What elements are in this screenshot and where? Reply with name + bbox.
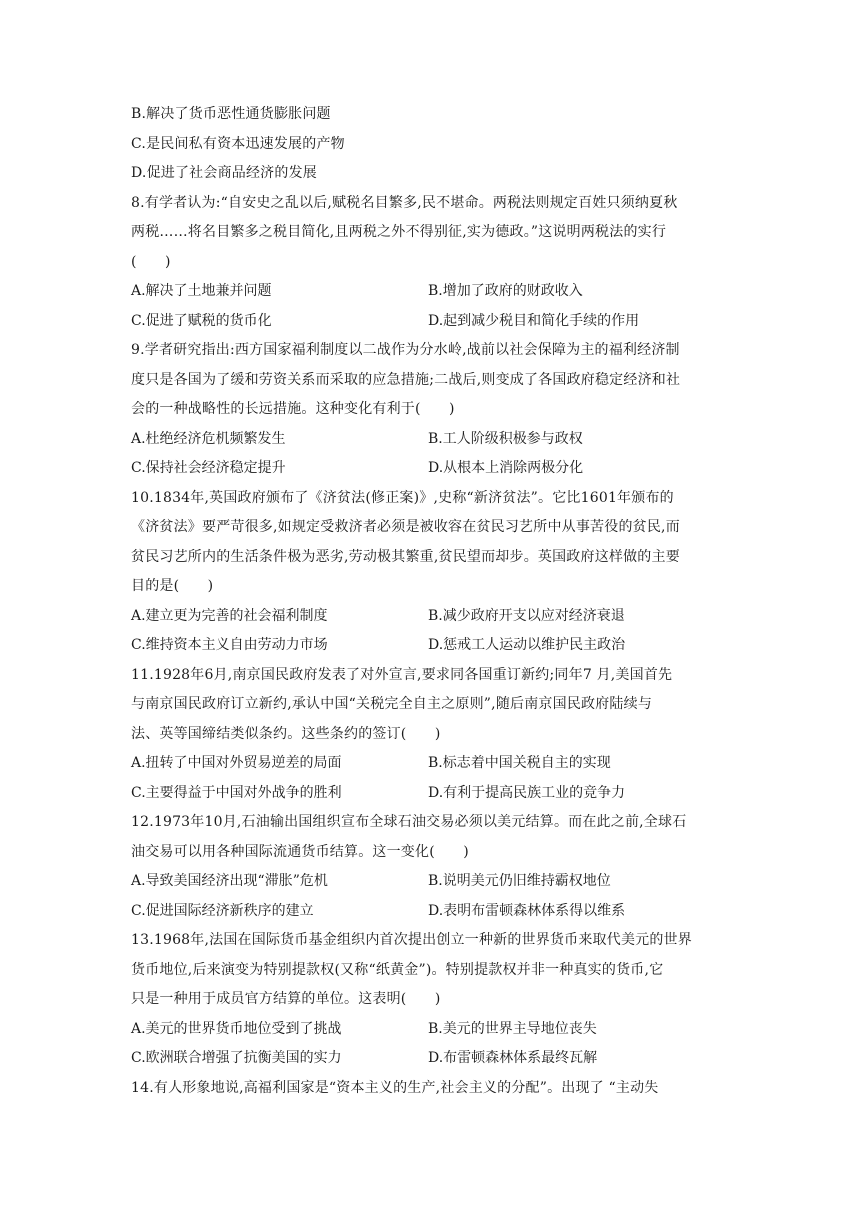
option-b: B.工人阶级积极参与政权 [428, 430, 583, 447]
option-c: C.促进了赋税的货币化 [131, 312, 272, 329]
option-line: C.是民间私有资本迅速发展的产物 [131, 135, 345, 152]
option-b: B.美元的世界主导地位丧失 [428, 1020, 597, 1037]
option-line: D.促进了社会商品经济的发展 [131, 165, 317, 181]
question-list [131, 100, 731, 1103]
question-stem: 只是一种用于成员官方结算的单位。这表明( ) [131, 991, 441, 1007]
option-row [131, 602, 731, 632]
option-row [131, 631, 731, 661]
option-row [131, 1044, 731, 1074]
option-row [131, 749, 731, 779]
option-a: A.导致美国经济出现“滞胀”危机 [131, 873, 328, 889]
question-stem: 贫民习艺所内的生活条件极为恶劣,劳动极其繁重,贫民望而却步。英国政府这样做的主要 [131, 548, 680, 565]
question-stem: 11.1928年6月,南京国民政府发表了对外宣言,要求同各国重订新约;同年7 月,美国首先 [131, 666, 673, 683]
question-stem: 度只是各国为了缓和劳资关系而采取的应急措施;二战后,则变成了各国政府稳定经济和社 [131, 371, 681, 388]
option-line: B.解决了货币恶性通货膨胀问题 [131, 106, 331, 122]
option-c: C.主要得益于中国对外战争的胜利 [131, 784, 342, 801]
option-d: D.起到减少税目和简化手续的作用 [428, 312, 640, 329]
option-d: D.从根本上消除两极分化 [428, 460, 584, 476]
option-d: D.表明布雷顿森林体系得以维系 [428, 902, 626, 919]
question-stem: 13.1968年,法国在国际货币基金组织内首次提出创立一种新的世界货币来取代美元的世界 [131, 932, 692, 948]
option-b: B.减少政府开支以应对经济衰退 [428, 607, 625, 624]
question-stem: 两税……将名目繁多之税目简化,且两税之外不得别征,实为德政。”这说明两税法的实行 [131, 224, 667, 240]
option-row [131, 867, 731, 897]
option-row [131, 425, 731, 455]
option-row [131, 897, 731, 927]
option-a: A.美元的世界货币地位受到了挑战 [131, 1020, 342, 1037]
question-stem: 法、英等国缔结类似条约。这些条约的签订( ) [131, 725, 441, 742]
option-c: C.促进国际经济新秩序的建立 [131, 902, 314, 919]
option-c: C.维持资本主义自由劳动力市场 [131, 637, 328, 653]
option-b: B.说明美元仍旧维持霸权地位 [428, 873, 611, 889]
question-stem: 《济贫法》要严苛很多,如规定受救济者必须是被收容在贫民习艺所中从事苦役的贫民,而 [131, 519, 680, 535]
option-a: A.解决了土地兼并问题 [131, 283, 272, 299]
option-d: D.有利于提高民族工业的竞争力 [428, 784, 626, 801]
question-stem: 14.有人形象地说,高福利国家是“资本主义的生产,社会主义的分配”。出现了 “主动失 [131, 1079, 659, 1096]
question-stem: 9.学者研究指出:西方国家福利制度以二战作为分水岭,战前以社会保障为主的福利经济制 [131, 342, 680, 358]
option-row [131, 277, 731, 307]
option-row [131, 307, 731, 337]
option-a: A.建立更为完善的社会福利制度 [131, 607, 328, 624]
option-d: D.布雷顿森林体系最终瓦解 [428, 1050, 598, 1066]
option-c: C.保持社会经济稳定提升 [131, 460, 286, 476]
question-stem: 会的一种战略性的长远措施。这种变化有利于( ) [131, 401, 455, 417]
option-b: B.标志着中国关税自主的实现 [428, 755, 611, 771]
question-stem: ( ) [131, 253, 171, 270]
option-row [131, 1015, 731, 1045]
option-a: A.扭转了中国对外贸易逆差的局面 [131, 755, 342, 771]
option-a: A.杜绝经济危机频繁发生 [131, 430, 286, 447]
option-c: C.欧洲联合增强了抗衡美国的实力 [131, 1050, 342, 1066]
question-stem: 8.有学者认为:“自安史之乱以后,赋税名目繁多,民不堪命。两税法则规定百姓只须纳夏秋 [131, 194, 678, 211]
question-stem: 目的是( ) [131, 578, 214, 594]
question-stem: 货币地位,后来演变为特别提款权(又称“纸黄金”)。特别提款权并非一种真实的货币,它 [131, 961, 664, 978]
question-stem: 10.1834年,英国政府颁布了《济贫法(修正案)》,史称“新济贫法”。它比1601年颁布的 [131, 489, 674, 506]
question-stem: 12.1973年10月,石油输出国组织宣布全球石油交易必须以美元结算。而在此之前,全球石 [131, 814, 687, 830]
option-d: D.惩戒工人运动以维护民主政治 [428, 637, 626, 653]
question-stem: 与南京国民政府订立新约,承认中国“关税完全自主之原则”,随后南京国民政府陆续与 [131, 696, 653, 712]
question-stem: 油交易可以用各种国际流通货币结算。这一变化( ) [131, 843, 469, 860]
option-row [131, 779, 731, 809]
option-b: B.增加了政府的财政收入 [428, 283, 583, 299]
option-row [131, 454, 731, 484]
